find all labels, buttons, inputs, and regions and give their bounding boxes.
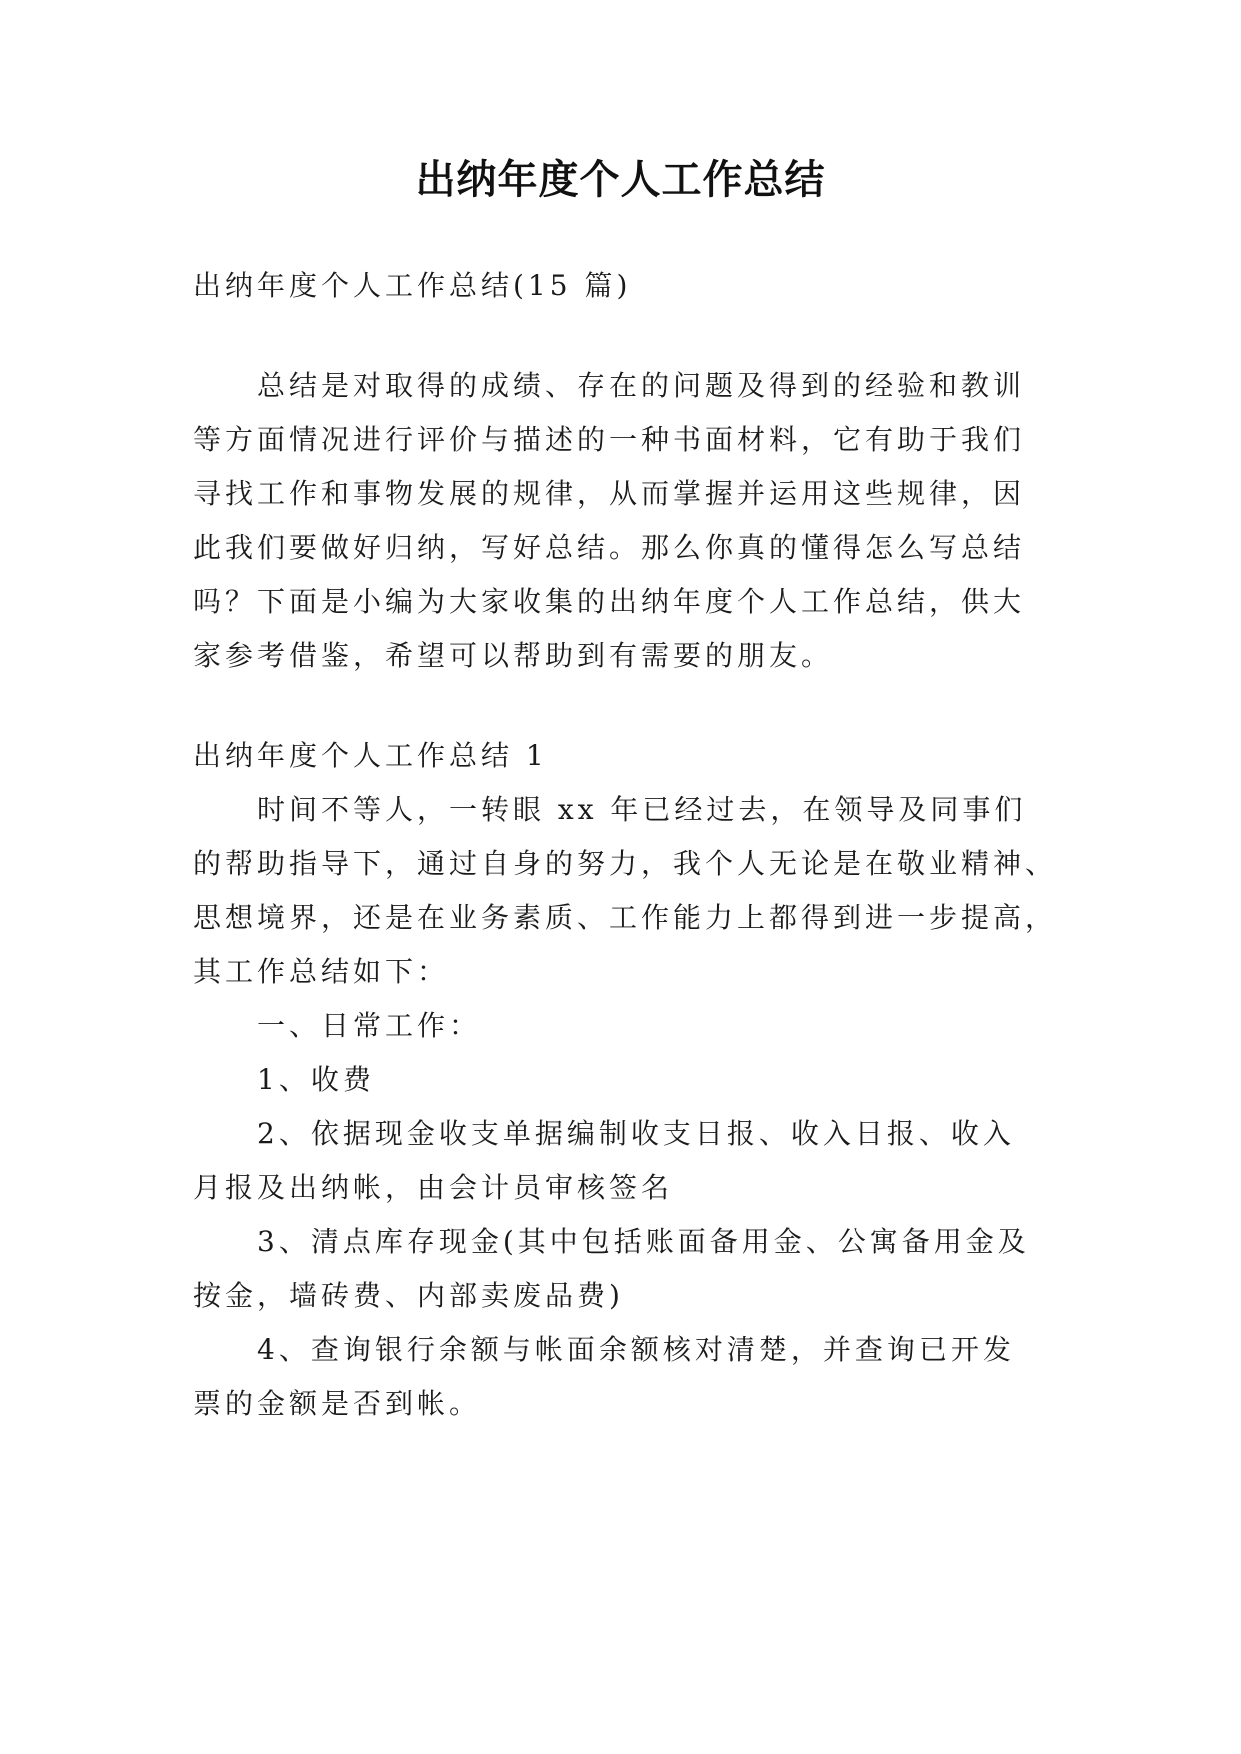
intro-line: 寻找工作和事物发展的规律，从而掌握并运用这些规律，因: [193, 477, 1026, 510]
body-line: 1、收费: [257, 1063, 375, 1096]
body-line: 票的金额是否到帐。: [193, 1387, 482, 1420]
intro-line: 吗？下面是小编为大家收集的出纳年度个人工作总结，供大: [193, 585, 1026, 618]
body-line: 4、查询银行余额与帐面余额核对清楚，并查询已开发: [257, 1333, 1015, 1366]
body-line: 按金，墙砖费、内部卖废品费): [193, 1279, 624, 1312]
intro-line: 总结是对取得的成绩、存在的问题及得到的经验和教训: [257, 369, 1026, 402]
body-line: 一、日常工作：: [257, 1009, 482, 1042]
body-line: 思想境界，还是在业务素质、工作能力上都得到进一步提高，: [193, 901, 1058, 934]
body-line: 时间不等人，一转眼 xx 年已经过去，在领导及同事们: [257, 793, 1027, 826]
document-subtitle: 出纳年度个人工作总结(15 篇): [193, 269, 632, 302]
section-heading: 出纳年度个人工作总结 1: [193, 739, 548, 772]
body-line: 2、依据现金收支单据编制收支日报、收入日报、收入: [257, 1117, 1015, 1150]
body-line: 其工作总结如下：: [193, 955, 450, 988]
body-line: 的帮助指导下，通过自身的努力，我个人无论是在敬业精神、: [193, 847, 1058, 880]
body-line: 月报及出纳帐，由会计员审核签名: [193, 1171, 674, 1204]
intro-line: 此我们要做好归纳，写好总结。那么你真的懂得怎么写总结: [193, 531, 1026, 564]
intro-line: 家参考借鉴，希望可以帮助到有需要的朋友。: [193, 639, 834, 672]
intro-line: 等方面情况进行评价与描述的一种书面材料，它有助于我们: [193, 423, 1026, 456]
body-line: 3、清点库存现金(其中包括账面备用金、公寓备用金及: [257, 1225, 1030, 1258]
document-title: 出纳年度个人工作总结: [415, 157, 826, 203]
